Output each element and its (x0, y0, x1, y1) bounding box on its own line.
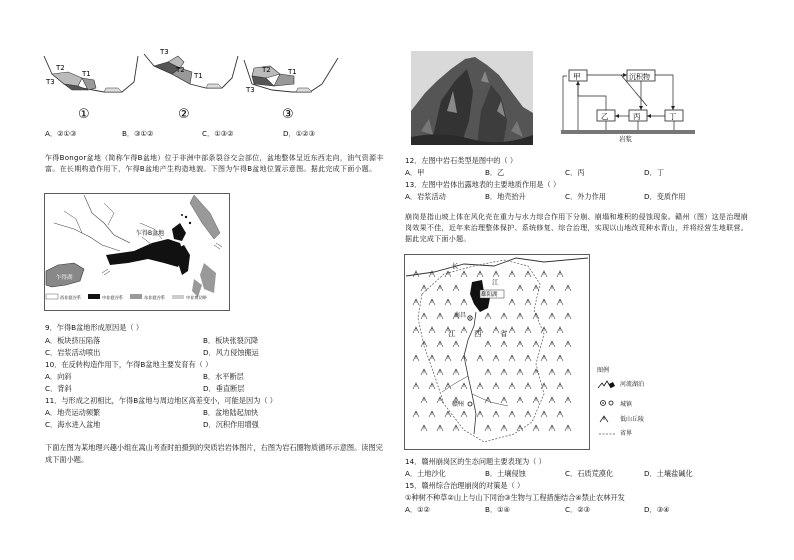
q12-option-d[interactable]: D．丁 (644, 168, 664, 177)
intro-rock: 下面左图为某地理兴趣小组在嵩山考查时拍摄到的突质岩岩体图片，右图为岩石圈物质循环示意图。读图完成下面小题。 (45, 443, 383, 464)
q11-option-a[interactable]: A．地壳运动频繁 (45, 408, 101, 417)
profile-2 (144, 48, 238, 122)
legend-border-icon (598, 430, 618, 438)
box-sediment: 沉积物 (629, 73, 650, 81)
label-province-sheng: 省 (500, 329, 508, 338)
q9-option-a[interactable]: A．板块挤压陷落 (45, 336, 101, 345)
q11-option-d[interactable]: D．沉积作用增强 (203, 420, 259, 429)
label-t2-1: T2 (56, 64, 65, 72)
q8-option-c[interactable]: C．①③② (202, 129, 234, 138)
q14-option-c[interactable]: C．石质荒漠化 (565, 469, 614, 478)
legend-central-africa-shear: 中非剪切带 (186, 295, 207, 300)
q9-option-d[interactable]: D．风力侵蚀搬运 (203, 348, 259, 357)
q8-option-d[interactable]: D．①②③ (283, 129, 316, 138)
label-ganzhou: 赣州 (452, 401, 465, 408)
q11-option-c[interactable]: C．海水进入盆地 (45, 420, 101, 429)
q13-option-d[interactable]: D．变质作用 (644, 192, 686, 201)
profile-3 (244, 58, 338, 122)
q15-option-a[interactable]: A．①② (405, 505, 430, 514)
legend-river: 河流湖泊 (620, 381, 645, 388)
q10-option-b[interactable]: B．水平断层 (203, 372, 244, 381)
legend-town-icon (598, 398, 618, 408)
label-poyang: 鄱阳湖 (481, 292, 498, 298)
figure-number-3: ③ (282, 107, 294, 122)
q13-option-a[interactable]: A．岩浆活动 (405, 192, 446, 201)
q10-option-d[interactable]: D．垂直断层 (203, 384, 245, 393)
q9-option-b[interactable]: B．板块张裂沉降 (203, 336, 259, 345)
label-t2-3: T2 (262, 66, 271, 74)
q14-option-d[interactable]: D．土壤盐碱化 (644, 469, 693, 478)
q11-stem: 11．与形成之初相比，乍得B盆地与周边地区高差变小，可能是因为（ ） (45, 396, 277, 405)
magma-label: 岩浆 (619, 135, 632, 142)
legend-hills-icon (598, 414, 618, 424)
legend-border: 省界 (620, 430, 633, 437)
q10-option-c[interactable]: C．背斜 (45, 384, 72, 393)
basin-label: 乍得B盆地 (136, 230, 165, 237)
q12-option-c[interactable]: C．丙 (565, 168, 585, 177)
q9-option-c[interactable]: C．岩浆活动喷出 (45, 348, 101, 357)
label-province-jiang: 江 (448, 329, 456, 338)
lake-chad-label: 乍得湖 (56, 275, 73, 281)
profile-1 (44, 56, 138, 122)
q15-option-c[interactable]: C．②③ (565, 505, 591, 514)
q14-stem: 14．赣州崩岗区的生态问题主要表现为（ ） (405, 457, 546, 466)
q10-option-a[interactable]: A．向斜 (45, 372, 72, 381)
label-t1-2: T1 (194, 72, 203, 80)
q11-option-b[interactable]: B．盆地陆起加快 (203, 408, 259, 417)
figure-number-2: ② (178, 107, 190, 122)
label-t3-1: T3 (46, 78, 55, 86)
intro-benggang: 崩岗是指山坡上体在风化壳在重力与水力综合作用下分崩、崩塌和堆积的侵蚀现象。赣州（图）这是治理崩岗效果不佳，近年来治理整体保护、系统修复、综合治理，实现以山地改荒种水青山，并将经营生地联营。据此完成下面小题。 (405, 213, 749, 243)
box-bing: 丙 (633, 112, 641, 121)
label-nanchang: 南昌 (454, 312, 467, 319)
q12-stem: 12．左图中岩石类型是图中的（ ） (405, 156, 518, 165)
chad-basin-map (44, 193, 230, 311)
legend-river-icon (597, 380, 617, 390)
label-jiang: 江 (492, 278, 499, 286)
q12-option-a[interactable]: A．甲 (405, 168, 425, 177)
q8-option-a[interactable]: A．②①③ (45, 129, 77, 138)
q14-option-a[interactable]: A．土地沙化 (405, 469, 446, 478)
valley-profiles-figure (42, 44, 342, 122)
label-chang: 长 (452, 262, 459, 270)
q15-items: ①种树不种草②山上与山下同治③生物与工程措施结合④禁止农林开发 (405, 493, 625, 502)
label-province-xi: 西 (474, 329, 482, 338)
q9-stem: 9．乍得B盆地形成原因是（ ） (45, 323, 144, 332)
box-yi: 乙 (601, 112, 609, 121)
q8-option-b[interactable]: B．③①② (122, 129, 154, 138)
q12-option-b[interactable]: B．乙 (485, 168, 505, 177)
figure-number-1: ① (78, 107, 90, 122)
label-t1-1: T1 (82, 70, 91, 78)
intro-bongor: 乍得Bongor盆地（简称乍得B盆地）位于非洲中部条裂谷交会部位，盆地整体呈近东西走向，油气资源丰富。在长期构造作用下，乍得B盆地产生构造地貌。下图为乍得B盆地位置示意图。据此完成下面小题。 (45, 154, 384, 173)
rock-cycle-diagram (561, 66, 695, 142)
rock-photo (411, 51, 533, 145)
q14-option-b[interactable]: B．土壤侵蚀 (485, 469, 526, 478)
q13-option-b[interactable]: B．地壳抬升 (485, 192, 526, 201)
label-t3-3: T3 (246, 86, 255, 94)
legend-east-africa-rift: 东非裂谷系 (144, 295, 165, 300)
legend-central-africa-rift: 中非裂谷系 (102, 295, 123, 300)
q15-option-b[interactable]: B．①④ (485, 505, 511, 514)
q15-stem: 15．赣州综合治理崩岗的对策是（ ） (405, 481, 525, 490)
label-t1-3: T1 (288, 68, 297, 76)
q13-option-c[interactable]: C．外力作用 (565, 192, 606, 201)
jiangxi-map (404, 254, 590, 450)
label-t2-2: T2 (176, 66, 185, 74)
legend-title: 图例 (597, 367, 610, 374)
legend-west-africa-rift: 西非裂谷系 (60, 295, 81, 300)
legend-hills: 低山丘陵 (620, 416, 645, 423)
q15-option-d[interactable]: D．③④ (644, 505, 670, 514)
q10-stem: 10．在反转构造作用下，乍得B盆地主要发育有（ ） (45, 360, 213, 369)
box-ding: 丁 (669, 112, 677, 121)
box-jia: 甲 (573, 72, 581, 81)
label-t3-2: T3 (160, 48, 169, 56)
legend-town: 城镇 (620, 401, 633, 408)
q13-stem: 13．左图中岩体出露地表的主要地质作用是（ ） (405, 180, 561, 189)
